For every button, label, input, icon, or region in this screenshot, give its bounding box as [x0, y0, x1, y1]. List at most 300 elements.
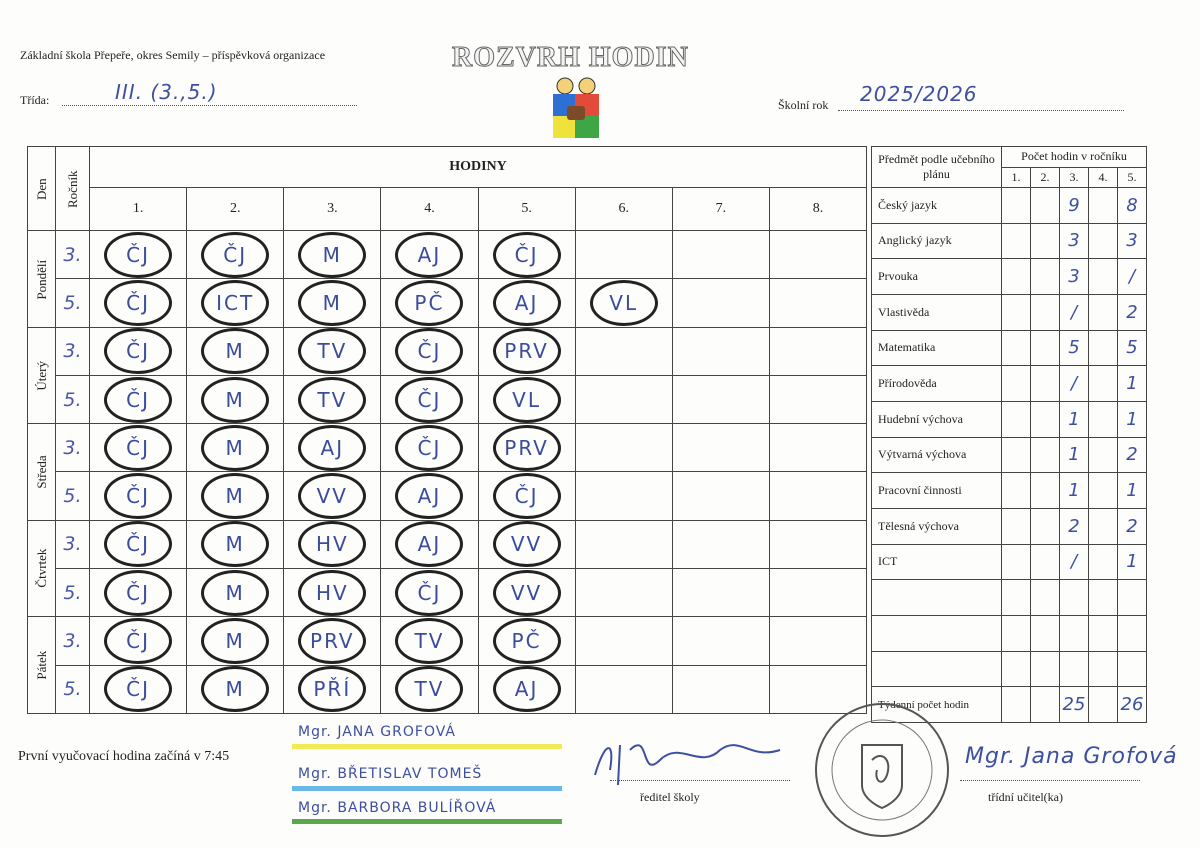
day-name: Pátek [28, 617, 56, 714]
lesson-cell [284, 520, 381, 568]
lesson-cell [478, 231, 575, 279]
class-label: Třída: [20, 93, 50, 107]
lesson-subject: ČJ [417, 387, 442, 412]
table-row [872, 544, 1147, 580]
total-hours-cell [1002, 687, 1031, 723]
class-dotted-line [62, 105, 357, 106]
teacher-2-marker [292, 786, 562, 791]
table-row [28, 424, 867, 472]
principal-dotted-line [610, 780, 790, 781]
lesson-subject: ČJ [126, 435, 150, 460]
lesson-cell [575, 375, 672, 423]
class-teacher-signature: Mgr. Jana Grofová [965, 744, 1178, 769]
lesson-cell [187, 665, 284, 713]
hours-cell [1031, 651, 1060, 687]
hours-cell: 3 [1118, 223, 1147, 259]
table-row [28, 375, 867, 423]
table-row [872, 259, 1147, 295]
lesson-cell [478, 569, 575, 617]
table-row [872, 330, 1147, 366]
lesson-cell [769, 520, 866, 568]
lesson-cell [478, 375, 575, 423]
lesson-cell [187, 279, 284, 327]
hours-cell [1060, 615, 1089, 651]
table-row [872, 437, 1147, 473]
lesson-subject: ČJ [417, 435, 442, 460]
lesson-cell [672, 520, 769, 568]
lesson-subject: ČJ [417, 339, 442, 364]
lesson-cell [187, 424, 284, 472]
page-title: ROZVRH HODIN [452, 42, 689, 73]
lesson-cell [672, 569, 769, 617]
lesson-cell [575, 231, 672, 279]
lesson-subject: M [225, 387, 245, 412]
lesson-subject: ČJ [126, 580, 150, 605]
lesson-cell [478, 665, 575, 713]
period-header: 1. [90, 188, 187, 231]
lesson-cell [769, 569, 866, 617]
subject-name: Tělesná výchova [872, 508, 1002, 544]
hours-cell [1060, 651, 1089, 687]
hours-cell [1031, 188, 1060, 224]
lesson-subject: TV [414, 677, 445, 702]
hours-cell: / [1060, 294, 1089, 330]
subject-summary-table [871, 146, 1147, 714]
lesson-subject: M [225, 629, 245, 654]
lesson-cell [672, 424, 769, 472]
hours-cell [1002, 508, 1031, 544]
lesson-cell [90, 279, 187, 327]
subject-name: Výtvarná výchova [872, 437, 1002, 473]
school-name: Základní škola Přepeře, okres Semily – příspěvková organizace [20, 48, 326, 62]
lesson-cell [769, 617, 866, 665]
lesson-subject: ČJ [126, 242, 150, 267]
hours-cell [1089, 437, 1118, 473]
lesson-cell [284, 279, 381, 327]
hours-cell [1002, 401, 1031, 437]
subject-name: Prvouka [872, 259, 1002, 295]
hours-cell [1002, 259, 1031, 295]
day-name: Středa [28, 424, 56, 521]
grade-header: 4. [1089, 167, 1118, 188]
hours-cell: 1 [1060, 401, 1089, 437]
table-row [872, 366, 1147, 402]
lesson-subject: M [322, 290, 342, 315]
hours-cell: 2 [1060, 508, 1089, 544]
lesson-subject: M [225, 532, 245, 557]
hours-cell: / [1060, 544, 1089, 580]
teacher-2: Mgr. BŘETISLAV TOMEŠ [298, 766, 483, 782]
hours-cell: 1 [1118, 366, 1147, 402]
lesson-cell [381, 520, 478, 568]
column-rocnik: Ročník [56, 147, 90, 231]
lesson-subject: VV [510, 532, 543, 557]
school-year-dotted-line [838, 110, 1124, 111]
table-row [872, 615, 1147, 651]
lesson-subject: TV [317, 387, 348, 412]
period-header: 5. [478, 188, 575, 231]
lesson-cell [672, 617, 769, 665]
lesson-cell [90, 424, 187, 472]
lesson-subject: PŘÍ [313, 677, 352, 702]
lesson-subject: PRV [310, 629, 355, 654]
school-year-value: 2025/2026 [860, 82, 978, 106]
lesson-cell [284, 569, 381, 617]
lesson-cell [478, 279, 575, 327]
grade-header: 1. [1002, 167, 1031, 188]
hours-cell [1089, 651, 1118, 687]
grade-cell: 3. [56, 617, 90, 665]
subject-name: ICT [872, 544, 1002, 580]
table-row [28, 520, 867, 568]
grade-cell: 3. [56, 424, 90, 472]
lesson-cell [284, 617, 381, 665]
hours-cell [1031, 259, 1060, 295]
hours-cell [1031, 615, 1060, 651]
lesson-cell [284, 424, 381, 472]
lesson-subject: PRV [504, 339, 549, 364]
lesson-subject: ČJ [126, 339, 150, 364]
period-header: 8. [769, 188, 866, 231]
grade-header: 3. [1060, 167, 1089, 188]
lesson-cell [575, 665, 672, 713]
grade-cell: 5. [56, 279, 90, 327]
grade-header: 2. [1031, 167, 1060, 188]
lesson-cell [284, 375, 381, 423]
lesson-subject: PČ [414, 290, 445, 315]
lesson-cell [769, 472, 866, 520]
period-header: 6. [575, 188, 672, 231]
lesson-subject: ČJ [514, 242, 539, 267]
hours-cell [1118, 580, 1147, 616]
school-stamp-icon [812, 700, 952, 840]
lesson-subject: ČJ [126, 629, 150, 654]
hours-cell [1089, 580, 1118, 616]
total-hours-cell: 25 [1060, 687, 1089, 723]
hours-cell: 8 [1118, 188, 1147, 224]
hours-cell: 2 [1118, 294, 1147, 330]
lesson-subject: AJ [417, 484, 442, 509]
grade-cell: 5. [56, 472, 90, 520]
lesson-cell [769, 424, 866, 472]
lesson-cell [187, 327, 284, 375]
hours-cell [1031, 330, 1060, 366]
lesson-cell [672, 279, 769, 327]
lesson-cell [769, 279, 866, 327]
lesson-cell [187, 375, 284, 423]
lesson-cell [575, 327, 672, 375]
hours-cell: 3 [1060, 223, 1089, 259]
hours-cell [1089, 330, 1118, 366]
lesson-subject: VL [609, 290, 639, 315]
table-row [872, 401, 1147, 437]
lesson-cell [575, 617, 672, 665]
lesson-cell [90, 231, 187, 279]
lesson-cell [575, 520, 672, 568]
lesson-subject: VV [510, 580, 543, 605]
hours-cell [1002, 188, 1031, 224]
lesson-cell [90, 665, 187, 713]
lesson-subject: M [225, 435, 245, 460]
hours-cell: 3 [1060, 259, 1089, 295]
grade-cell: 3. [56, 520, 90, 568]
period-header: 7. [672, 188, 769, 231]
lesson-cell [187, 520, 284, 568]
lesson-subject: AJ [514, 290, 539, 315]
hours-cell [1002, 294, 1031, 330]
lesson-subject: TV [414, 629, 445, 654]
hours-cell [1031, 437, 1060, 473]
total-hours-cell: 26 [1118, 687, 1147, 723]
lesson-subject: ČJ [126, 387, 150, 412]
hours-cell: / [1060, 366, 1089, 402]
lesson-cell [575, 424, 672, 472]
total-hours-cell [1089, 687, 1118, 723]
lesson-cell [672, 375, 769, 423]
lesson-cell [575, 279, 672, 327]
lesson-subject: ČJ [223, 242, 248, 267]
lesson-cell [381, 279, 478, 327]
lesson-cell [90, 617, 187, 665]
lesson-subject: AJ [417, 242, 442, 267]
hours-cell: / [1118, 259, 1147, 295]
subject-name: Anglický jazyk [872, 223, 1002, 259]
hours-cell [1031, 294, 1060, 330]
subject-name [872, 615, 1002, 651]
principal-signature-icon [590, 730, 790, 790]
subject-name: Hudební výchova [872, 401, 1002, 437]
lesson-subject: M [225, 339, 245, 364]
grade-cell: 5. [56, 375, 90, 423]
table-row [28, 569, 867, 617]
lesson-subject: AJ [320, 435, 345, 460]
lesson-cell [478, 424, 575, 472]
hours-cell [1089, 223, 1118, 259]
hours-cell [1089, 259, 1118, 295]
subject-name: Český jazyk [872, 188, 1002, 224]
lesson-subject: VV [316, 484, 348, 509]
lesson-cell [284, 231, 381, 279]
hours-cell [1089, 615, 1118, 651]
hours-cell [1089, 473, 1118, 509]
hours-cell [1031, 508, 1060, 544]
school-kids-logo-icon [545, 72, 607, 140]
hours-cell: 9 [1060, 188, 1089, 224]
lesson-cell [478, 617, 575, 665]
lesson-cell [90, 375, 187, 423]
teacher-1: Mgr. JANA GROFOVÁ [298, 724, 456, 740]
lesson-cell [478, 327, 575, 375]
first-lesson-note: První vyučovací hodina začíná v 7:45 [18, 749, 230, 764]
hours-cell [1002, 437, 1031, 473]
count-header: Počet hodin v ročníku [1002, 147, 1147, 168]
hours-cell [1002, 544, 1031, 580]
lesson-cell [90, 520, 187, 568]
lesson-cell [187, 569, 284, 617]
hours-cell [1031, 473, 1060, 509]
hours-cell [1002, 580, 1031, 616]
lesson-subject: M [225, 580, 245, 605]
lesson-subject: AJ [417, 532, 442, 557]
lesson-cell [672, 327, 769, 375]
hours-cell [1089, 508, 1118, 544]
lesson-cell [187, 472, 284, 520]
table-row [872, 294, 1147, 330]
lesson-subject: ICT [216, 290, 255, 315]
lesson-cell [769, 327, 866, 375]
subject-name: Pracovní činnosti [872, 473, 1002, 509]
hours-cell [1031, 544, 1060, 580]
lesson-subject: M [225, 484, 245, 509]
lesson-subject: HV [315, 580, 349, 605]
lesson-cell [478, 472, 575, 520]
lesson-subject: PRV [504, 435, 549, 460]
subject-name: Přírodověda [872, 366, 1002, 402]
hours-cell [1089, 401, 1118, 437]
timetable-grid [27, 146, 867, 714]
hours-cell [1002, 473, 1031, 509]
day-name: Úterý [28, 327, 56, 424]
lesson-subject: VL [512, 387, 541, 412]
table-row [872, 223, 1147, 259]
table-row [872, 580, 1147, 616]
lesson-cell [90, 327, 187, 375]
teacher-1-marker [292, 744, 562, 749]
day-name: Čtvrtek [28, 520, 56, 617]
subject-name: Vlastivěda [872, 294, 1002, 330]
hours-cell: 1 [1060, 437, 1089, 473]
hours-cell [1089, 366, 1118, 402]
lesson-subject: M [322, 242, 342, 267]
class-teacher-label: třídní učitel(ka) [988, 790, 1063, 804]
lesson-cell [381, 327, 478, 375]
lesson-cell [672, 472, 769, 520]
total-label: Týdenní počet hodin [872, 687, 1002, 723]
subject-name [872, 651, 1002, 687]
lesson-subject: AJ [514, 677, 539, 702]
class-teacher-dotted-line [960, 780, 1140, 781]
lesson-subject: ČJ [126, 677, 150, 702]
lesson-cell [381, 472, 478, 520]
hours-cell [1089, 188, 1118, 224]
lesson-cell [575, 472, 672, 520]
hours-cell: 2 [1118, 437, 1147, 473]
lesson-cell [187, 231, 284, 279]
principal-label: ředitel školy [640, 790, 700, 804]
lesson-cell [672, 665, 769, 713]
teacher-3: Mgr. BARBORA BULÍŘOVÁ [298, 800, 497, 816]
hours-cell [1031, 401, 1060, 437]
lesson-cell [284, 665, 381, 713]
grade-cell: 3. [56, 231, 90, 279]
lesson-subject: ČJ [126, 484, 150, 509]
lesson-cell [769, 375, 866, 423]
hours-cell [1060, 580, 1089, 616]
hours-cell [1089, 294, 1118, 330]
subject-name [872, 580, 1002, 616]
table-row [872, 508, 1147, 544]
hodiny-header: HODINY [90, 147, 867, 188]
lesson-cell [672, 231, 769, 279]
lesson-cell [575, 569, 672, 617]
lesson-cell [381, 231, 478, 279]
grade-cell: 5. [56, 665, 90, 713]
lesson-cell [478, 520, 575, 568]
table-row [872, 473, 1147, 509]
lesson-cell [90, 569, 187, 617]
grade-cell: 3. [56, 327, 90, 375]
grade-header: 5. [1118, 167, 1147, 188]
lesson-cell [284, 327, 381, 375]
hours-cell: 1 [1118, 544, 1147, 580]
school-year-label: Školní rok [778, 98, 829, 112]
period-header: 3. [284, 188, 381, 231]
lesson-cell [381, 424, 478, 472]
hours-cell [1002, 223, 1031, 259]
day-name: Pondělí [28, 231, 56, 328]
hours-cell: 2 [1118, 508, 1147, 544]
hours-cell: 1 [1060, 473, 1089, 509]
lesson-subject: ČJ [514, 484, 539, 509]
table-row [28, 617, 867, 665]
hours-cell: 1 [1118, 401, 1147, 437]
lesson-subject: PČ [511, 629, 542, 654]
lesson-subject: M [225, 677, 245, 702]
lesson-subject: ČJ [126, 532, 150, 557]
hours-cell [1118, 651, 1147, 687]
teacher-3-marker [292, 819, 562, 824]
table-row [872, 188, 1147, 224]
hours-cell [1002, 651, 1031, 687]
lesson-cell [769, 231, 866, 279]
table-row [28, 231, 867, 279]
lesson-cell [187, 617, 284, 665]
lesson-cell [284, 472, 381, 520]
grade-cell: 5. [56, 569, 90, 617]
lesson-cell [381, 665, 478, 713]
hours-cell: 1 [1118, 473, 1147, 509]
hours-cell [1031, 580, 1060, 616]
lesson-subject: ČJ [126, 290, 150, 315]
lesson-cell [381, 375, 478, 423]
table-row [28, 279, 867, 327]
lesson-cell [381, 569, 478, 617]
class-value: III. (3.,5.) [115, 80, 218, 104]
hours-cell [1002, 366, 1031, 402]
lesson-subject: ČJ [417, 580, 442, 605]
lesson-subject: TV [317, 339, 348, 364]
table-row [872, 651, 1147, 687]
subject-name: Matematika [872, 330, 1002, 366]
hours-cell [1002, 330, 1031, 366]
lesson-subject: HV [315, 532, 349, 557]
hours-cell [1031, 223, 1060, 259]
hours-cell [1031, 366, 1060, 402]
hours-cell: 5 [1118, 330, 1147, 366]
column-den: Den [28, 147, 56, 231]
period-header: 4. [381, 188, 478, 231]
lesson-cell [90, 472, 187, 520]
hours-cell: 5 [1060, 330, 1089, 366]
period-header: 2. [187, 188, 284, 231]
hours-cell [1118, 615, 1147, 651]
total-hours-cell [1031, 687, 1060, 723]
lesson-cell [381, 617, 478, 665]
table-row [28, 665, 867, 713]
table-row [28, 327, 867, 375]
subject-header: Předmět podle učebního plánu [872, 147, 1002, 188]
hours-cell [1002, 615, 1031, 651]
